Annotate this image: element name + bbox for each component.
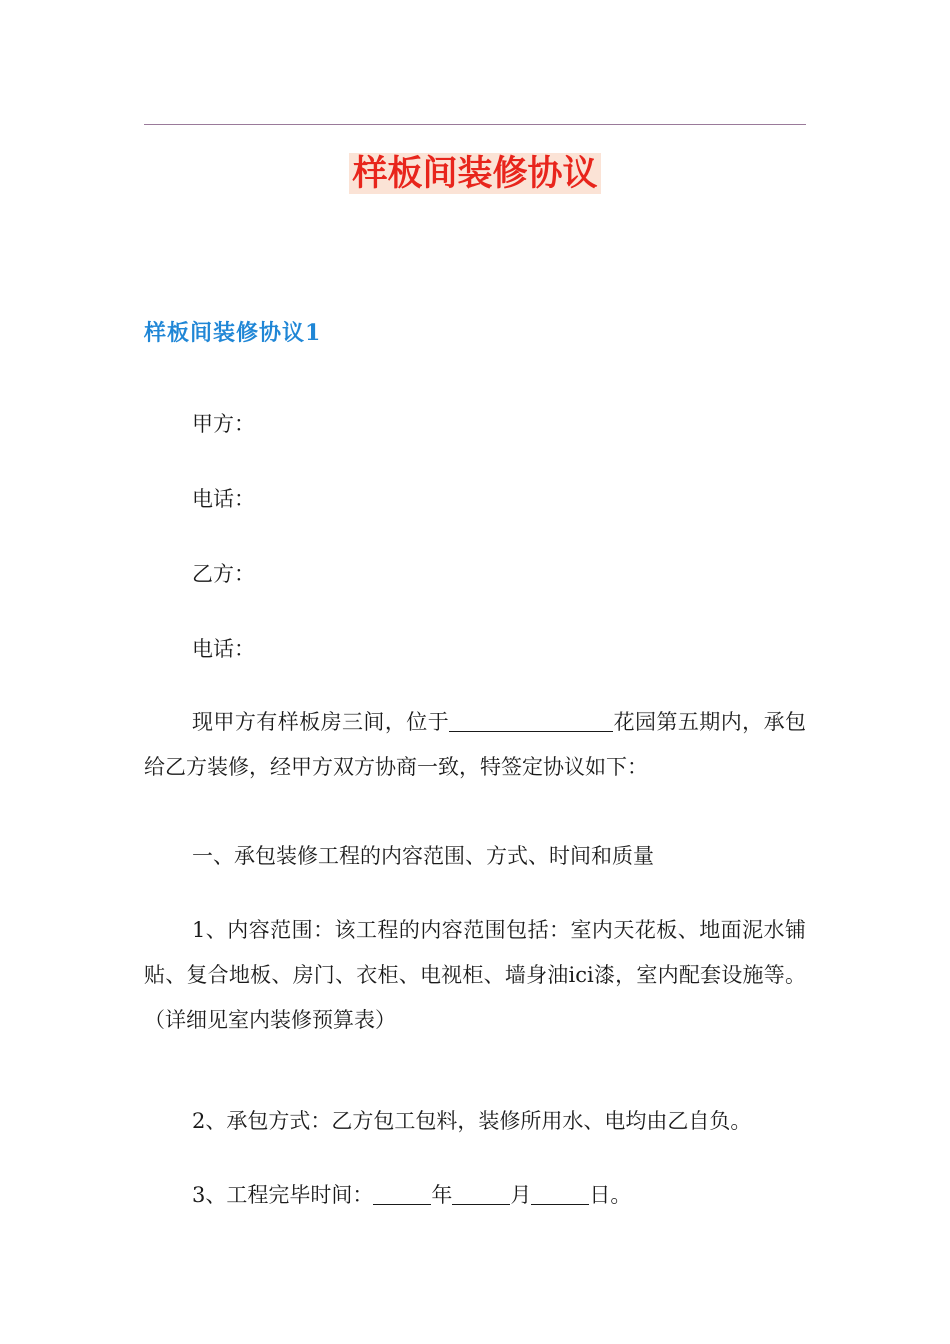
intro-paragraph [144,700,806,790]
month-label: 月 [510,1183,532,1207]
party-b-label: 乙方： [192,562,255,586]
document-title [0,150,950,198]
header-divider [144,124,806,125]
document-title-text: 样板间装修协议 [349,153,600,194]
clause-1-heading: 一、承包装修工程的内容范围、方式、时间和质量 [192,844,654,868]
party-a-phone-label: 电话： [192,487,255,511]
intro-text-part1: 现甲方有样板房三间，位于 [192,710,450,734]
completion-time-label: 3、工程完毕时间： [192,1183,374,1207]
location-blank [449,707,613,732]
year-label: 年 [431,1183,453,1207]
month-blank [452,1180,510,1205]
clause-1-1: 1、内容范围：该工程的内容范围包括：室内天花板、地面泥水铺贴、复合地板、房门、衣柜、电视柜、墙身油ici漆，室内配套设施等。（详细见室内装修预算表） [144,918,806,1032]
day-blank [531,1180,589,1205]
clause-1-2: 2、承包方式：乙方包工包料，装修所用水、电均由乙自负。 [192,1109,752,1133]
party-b-phone-label: 电话： [192,637,255,661]
intro-text-part2: 花园第五期内，承包给乙方装修，经甲方双方协商一致，特签定协议如下： [144,710,807,779]
year-blank [373,1180,431,1205]
section-heading: 样板间装修协议1 [144,320,322,346]
day-label: 日。 [589,1183,632,1207]
clause-1-3 [144,1173,806,1218]
party-a-label: 甲方： [192,412,255,436]
